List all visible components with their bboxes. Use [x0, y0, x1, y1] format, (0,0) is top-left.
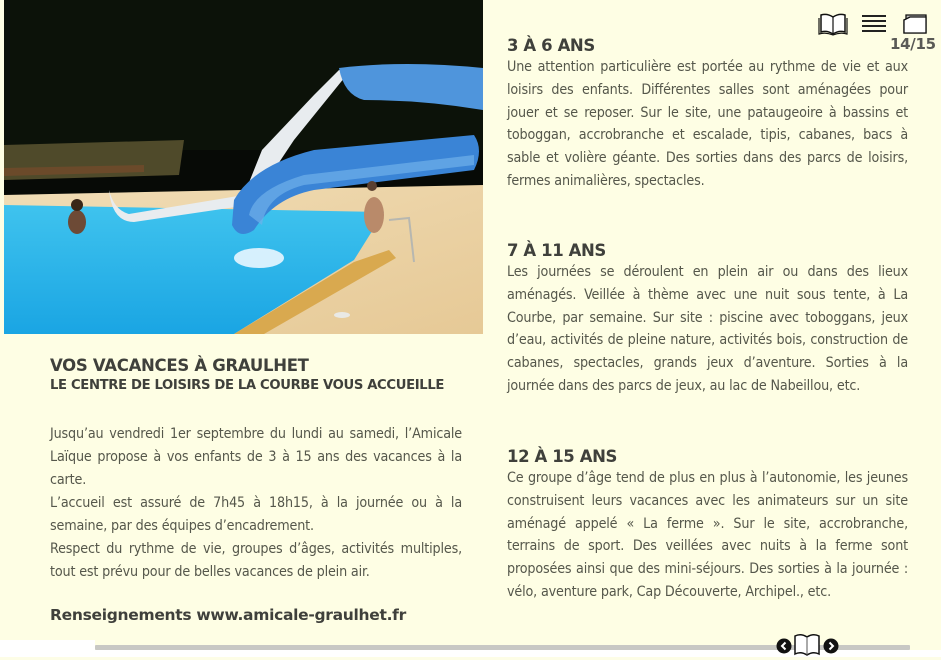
chevron-right-circle-icon: [823, 638, 839, 654]
section-heading: 3 À 6 ANS: [507, 36, 595, 55]
article-subtitle: LE CENTRE DE LOISIRS DE LA COURBE VOUS ACCUEILLE: [50, 378, 445, 393]
pool-slide-photo: [4, 0, 483, 334]
section-12-15: [507, 447, 908, 604]
section-body: Les journées se déroulent en plein air ou dans des lieux aménagés. Veillée à thème avec une nuit sous tente, à La Courbe, par semaine. Sur site : piscine avec toboggans, jeux d’eau, activités de pleine nature, activités bois, construction de cabanes, spectacles, grands jeux d’aventure. Sorties à la journée dans des parcs de jeux, au lac de Nabeillou, etc.: [507, 264, 908, 394]
contact-info: Renseignements www.amicale-graulhet.fr: [50, 606, 406, 624]
chevron-left-circle-icon: [776, 638, 792, 654]
table-of-contents-button[interactable]: [860, 12, 890, 36]
next-page-button[interactable]: [823, 638, 839, 658]
section-body: Une attention particulière est portée au rythme de vie et aux loisirs des enfants. Différentes salles sont aménagées pour jouer et se reposer. Sur le site, une pataugeoire à bassins et toboggan, accrobranche et escalade, tipis, cabanes, bacs à sable et volière géante. Des sorties dans des parcs de loisirs, fermes animalières, spectacles.: [507, 59, 908, 189]
article-title: VOS VACANCES À GRAULHET: [50, 356, 309, 375]
hours-paragraph: L’accueil est assuré de 7h45 à 18h15, à la journée ou à la semaine, par des équipes d’encadrement.: [50, 495, 462, 534]
folder-icon: [902, 12, 932, 36]
open-book-icon: [818, 12, 848, 36]
section-heading: 7 À 11 ANS: [507, 241, 606, 260]
book-view-button[interactable]: [818, 12, 848, 36]
section-body: Ce groupe d’âge tend de plus en plus à l’autonomie, les jeunes construisent leurs vacances avec les animateurs sur un site aménagé appelé « La ferme ». Sur le site, accrobranche, terrains de sport. Des veillées avec nuits à la ferme sont proposées ainsi que des mini-séjours. Des sorties à la journée : vélo, aventure park, Cap Découverte, Archipel., etc.: [507, 470, 908, 600]
intro-column: [50, 355, 462, 584]
book-overview-button[interactable]: [792, 632, 822, 660]
pool-illustration: [4, 0, 483, 334]
section-7-11: [507, 241, 908, 398]
open-book-icon: [792, 632, 822, 656]
page-indicator: 14/15: [890, 35, 936, 53]
section-heading: 12 À 15 ANS: [507, 447, 617, 466]
previous-page-button[interactable]: [776, 638, 792, 658]
section-3-6: [507, 36, 908, 193]
list-lines-icon: [860, 12, 890, 36]
folder-button[interactable]: [902, 12, 932, 36]
activities-paragraph: Respect du rythme de vie, groupes d’âges, activités multiples, tout est prévu pour de belles vacances de plein air.: [50, 541, 462, 580]
intro-paragraph: Jusqu’au vendredi 1er septembre du lundi au samedi, l’Amicale Laïque propose à vos enfants de 3 à 15 ans des vacances à la carte.: [50, 426, 462, 488]
